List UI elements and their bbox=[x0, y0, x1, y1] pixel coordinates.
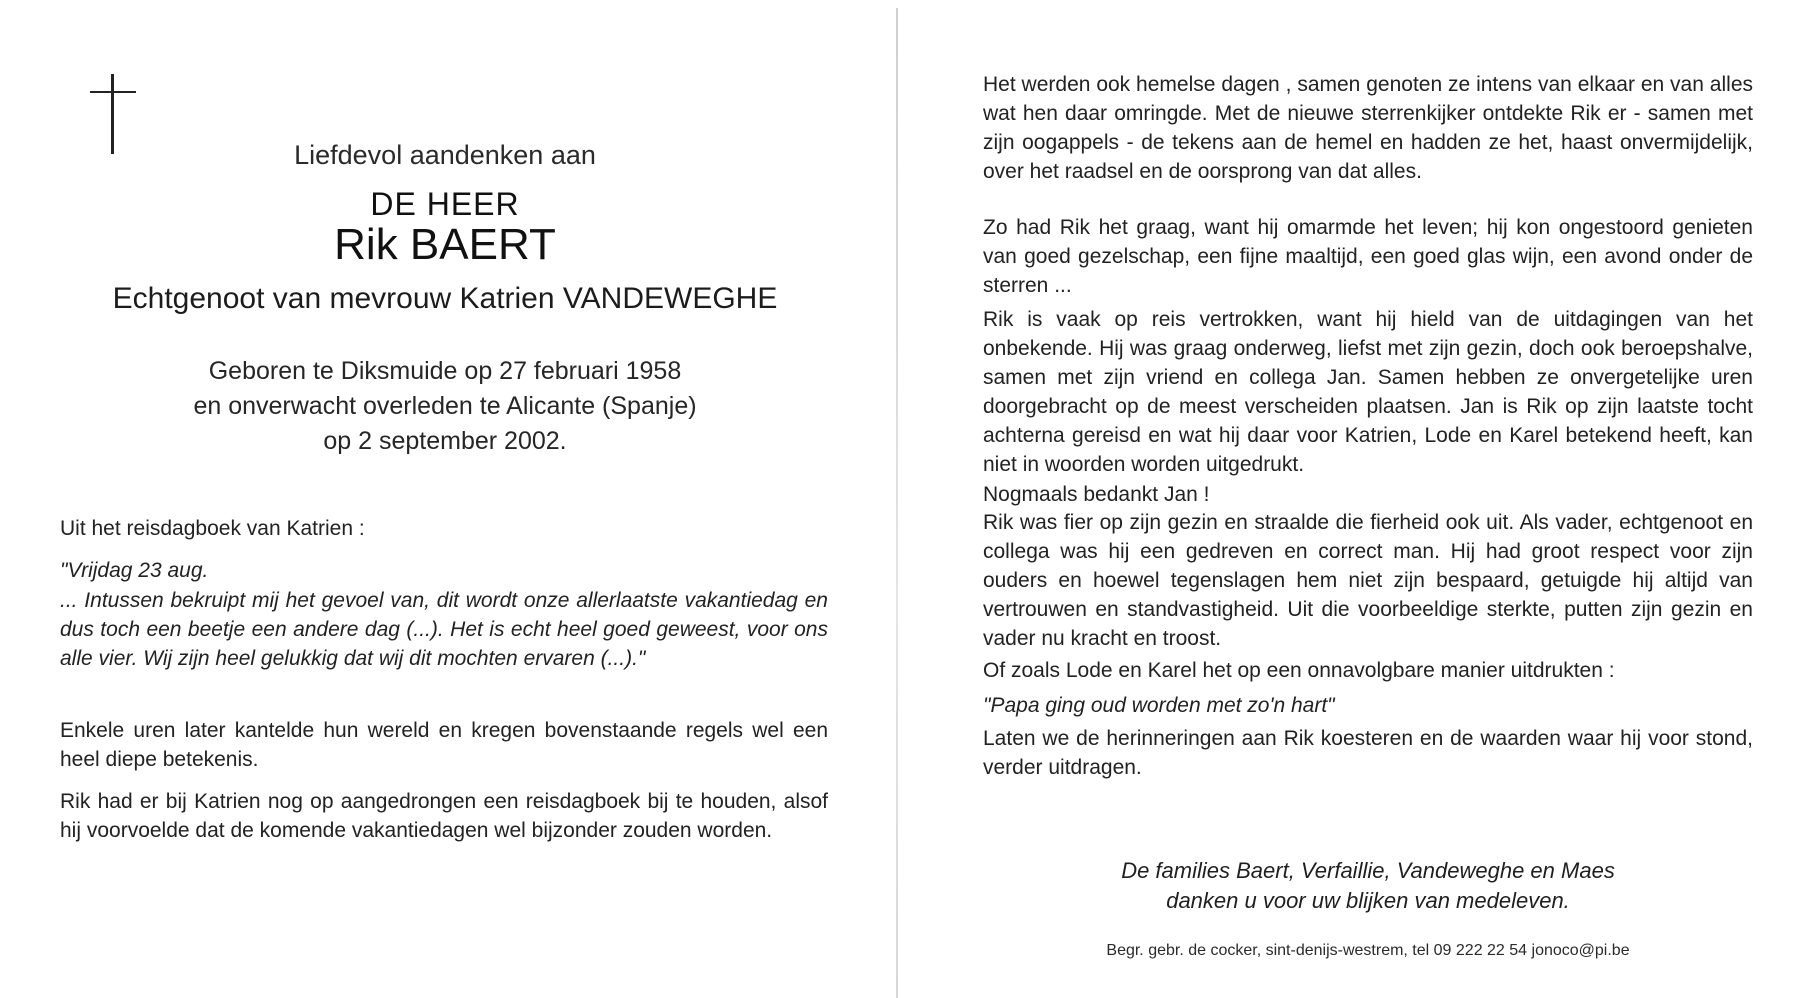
paragraph-lode-karel: Of zoals Lode en Karel het op een onnavolgbare manier uitdrukten : bbox=[983, 659, 1615, 682]
death-place-line: en onverwacht overleden te Alicante (Spanje) bbox=[193, 392, 697, 420]
title-prefix: DE HEER bbox=[370, 186, 520, 222]
diary-date: "Vrijdag 23 aug. bbox=[60, 559, 209, 582]
thanks-message: danken u voor uw blijken van medeleven. bbox=[1166, 888, 1570, 913]
diary-heading: Uit het reisdagboek van Katrien : bbox=[60, 517, 365, 540]
birth-line: Geboren te Diksmuide op 27 februari 1958 bbox=[208, 357, 682, 385]
paragraph-gezin: Rik was fier op zijn gezin en straalde die fierheid ook uit. Als vader, echtgenoot en collega was hij een gedreven en correct man. Hij had groot respect voor zijn ouders en hoewel tegenslagen hem niet zijn bespaard, getuigde hij altijd van vertrouwen en standvastigheid. Uit die voorbeeldige sterkte, putten zijn gezin en vader nu kracht en troost. bbox=[983, 511, 1753, 650]
paragraph-herinneringen: Laten we de herinneringen aan Rik koesteren en de waarden waar hij voor stond, verder uitdragen. bbox=[983, 727, 1753, 779]
paragraph-bedankt-jan: Nogmaals bedankt Jan ! bbox=[983, 483, 1210, 506]
thanks-families: De families Baert, Verfaillie, Vandeweghe en Maes bbox=[1121, 858, 1615, 883]
quote-papa: "Papa ging oud worden met zo'n hart" bbox=[983, 694, 1335, 717]
spouse-line: Echtgenoot van mevrouw Katrien VANDEWEGHE bbox=[112, 282, 778, 315]
printer-credit: Begr. gebr. de cocker, sint-denijs-westrem, tel 09 222 22 54 jonoco@pi.be bbox=[1106, 942, 1630, 959]
paragraph-reisdagboek: Rik had er bij Katrien nog op aangedrongen een reisdagboek bij te houden, alsof hij voorvoelde dat de komende vakantiedagen wel bijzonder zouden worden. bbox=[60, 790, 828, 842]
diary-quote: ... Intussen bekruipt mij het gevoel van, dit wordt onze allerlaatste vakantiedag en dus toch een beetje een andere dag (...). Het is echt heel goed geweest, voor ons alle vier. Wij zijn heel gelukkig dat wij dit mochten ervaren (...)." bbox=[60, 589, 828, 670]
paragraph-leven: Zo had Rik het graag, want hij omarmde het leven; hij kon ongestoord genieten van goed gezelschap, een fijne maaltijd, een goed glas wijn, een avond onder de sterren ... bbox=[983, 216, 1753, 297]
death-date-line: op 2 september 2002. bbox=[323, 427, 567, 455]
paragraph-reizen: Rik is vaak op reis vertrokken, want hij hield van de uitdagingen van het onbekende. Hij was graag onderweg, liefst met zijn gezin, doch ook beroepshalve, samen met zijn vriend en collega Jan. Samen hebben ze onvergetelijke uren doorgebracht op de meest verscheiden plaatsen. Jan is Rik op zijn laatste tocht achterna gereisd en wat hij daar voor Katrien, Lode en Karel betekend heeft, kan niet in woorden worden uitgedrukt. bbox=[983, 308, 1753, 476]
intro-text: Liefdevol aandenken aan bbox=[294, 140, 596, 170]
paragraph-enkele-uren: Enkele uren later kantelde hun wereld en kregen bovenstaande regels wel een heel diepe betekenis. bbox=[60, 719, 828, 771]
deceased-name: Rik BAERT bbox=[334, 220, 556, 269]
paragraph-hemelse-dagen: Het werden ook hemelse dagen , samen genoten ze intens van elkaar en van alles wat hen daar omringde. Met de nieuwe sterrenkijker ontdekte Rik er - samen met zijn oogappels - de tekens aan de hemel en hadden ze het, haast onvermijdelijk, over het raadsel en de oorsprong van dat alles. bbox=[983, 73, 1753, 183]
